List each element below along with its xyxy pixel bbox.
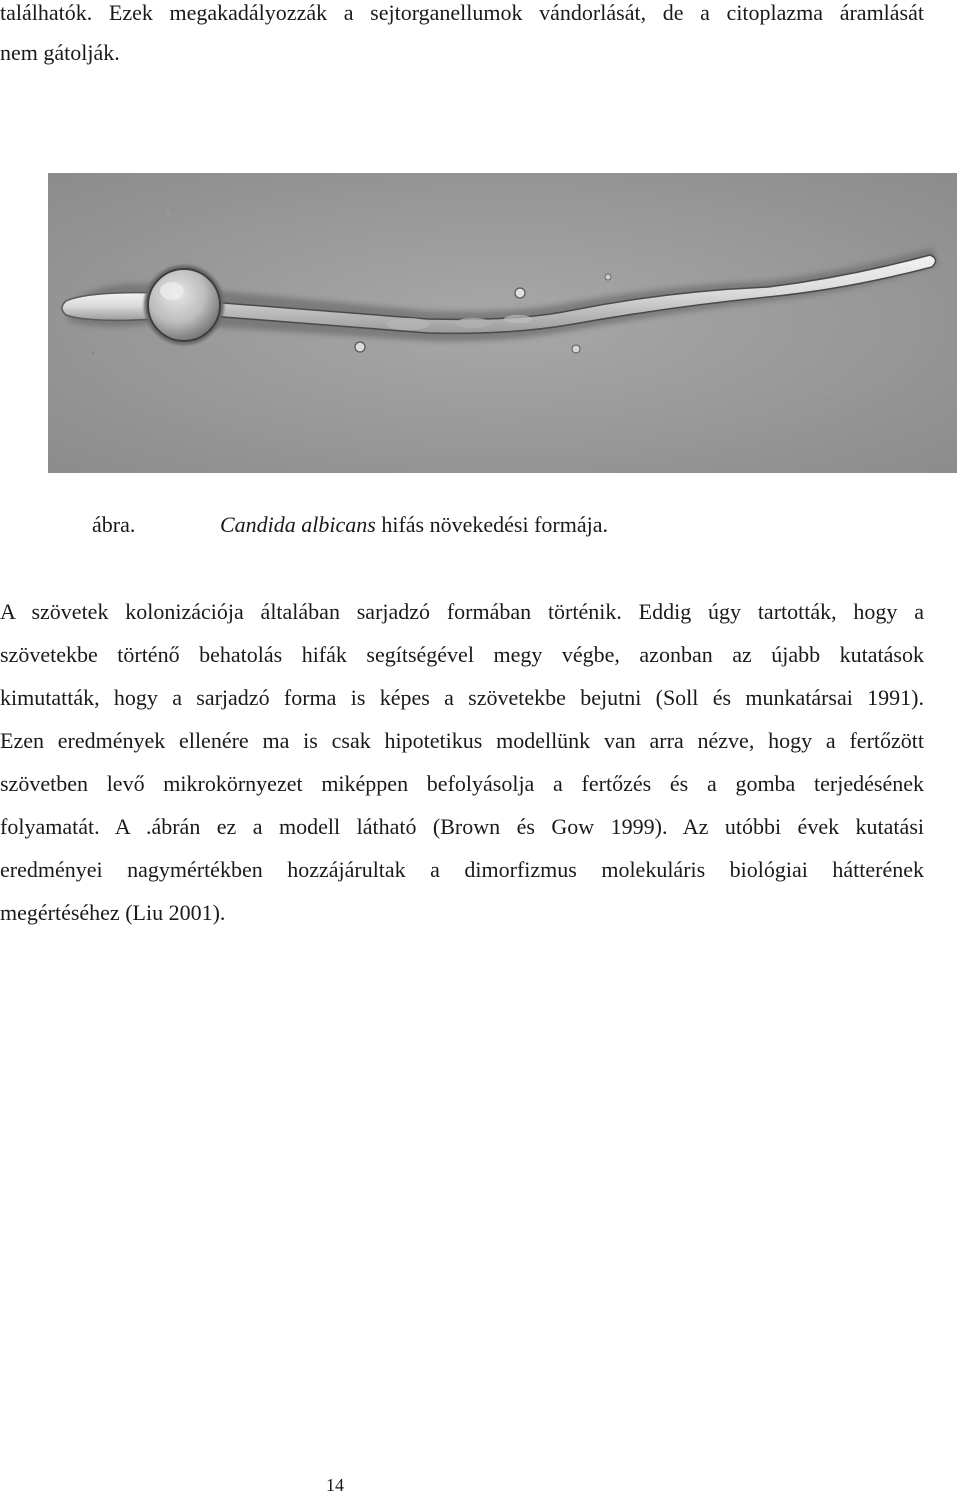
top-paragraph-line-2: nem gátolják. bbox=[0, 40, 120, 65]
body-line-8: megértéséhez (Liu 2001). bbox=[0, 900, 226, 925]
figure-caption bbox=[220, 512, 608, 538]
body-line-3: kimutatták, hogy a sarjadzó forma is képes a szövetekbe bejutni (Soll és munkatársai 1991). bbox=[0, 685, 924, 710]
body-line-2: szövetekbe történő behatolás hifák segítségével megy végbe, azonban az újabb kutatások bbox=[0, 642, 924, 667]
body-line-1: A szövetek kolonizációja általában sarjadzó formában történik. Eddig úgy tartották, hogy a bbox=[0, 599, 924, 624]
body-line-5: szövetben levő mikrokörnyezet miképpen befolyásolja a fertőzés és a gomba terjedésének bbox=[0, 771, 924, 796]
candida-hypha-micrograph bbox=[48, 173, 957, 473]
page-number: 14 bbox=[326, 1475, 344, 1495]
figure-caption-label: ábra. bbox=[92, 512, 136, 537]
body-line-6: folyamatát. A .ábrán ez a modell látható (Brown és Gow 1999). Az utóbbi évek kutatási bbox=[0, 814, 924, 839]
body-line-4: Ezen eredmények ellenére ma is csak hipotetikus modellünk van arra nézve, hogy a fertőzött bbox=[0, 728, 924, 753]
top-paragraph-line-1: találhatók. Ezek megakadályozzák a sejtorganellumok vándorlását, de a citoplazma áramlását bbox=[0, 0, 924, 25]
figure-caption-species: Candida albicans bbox=[220, 512, 376, 537]
figure-caption-text: hifás növekedési formája. bbox=[375, 512, 608, 537]
body-line-7: eredményei nagymértékben hozzájárultak a dimorfizmus molekuláris biológiai hátterének bbox=[0, 857, 924, 882]
